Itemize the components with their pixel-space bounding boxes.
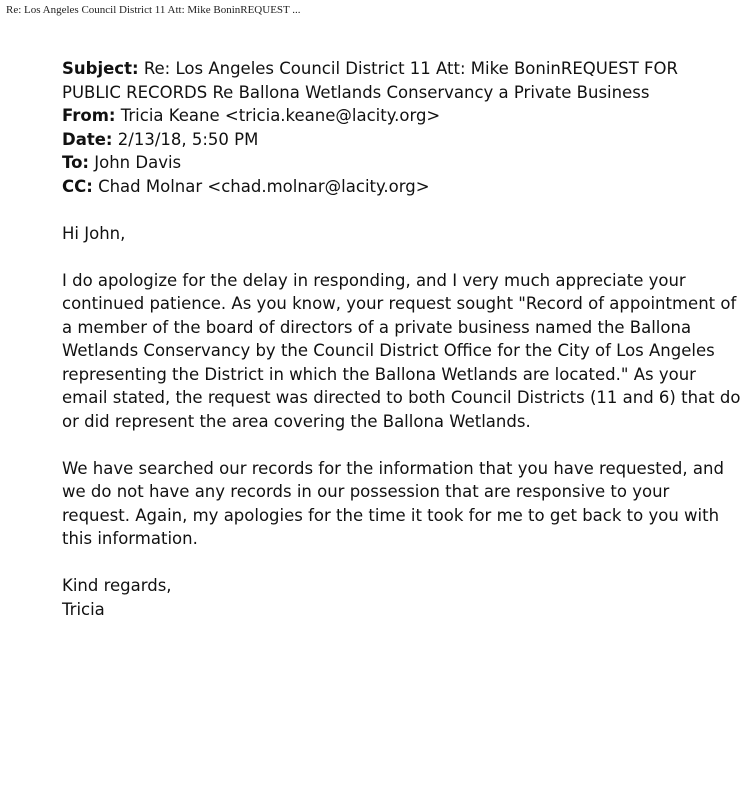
from-line (62, 104, 742, 128)
from-value: Tricia Keane <tricia.keane@lacity.org> (120, 106, 441, 125)
cc-line (62, 175, 742, 199)
subject-line (62, 57, 742, 104)
to-label: To: (62, 153, 89, 172)
date-value: 2/13/18, 5:50 PM (117, 129, 259, 149)
print-header-title: Re: Los Angeles Council District 11 Att: Mike BoninREQUEST ... (6, 4, 301, 16)
body-paragraph-1: I do apologize for the delay in responding, and I very much appreciate your continued patience. As you know, your request sought "Record of appointment of a member of the board of directors of a private business named the Ballona Wetlands Conservancy by the Council District Office for the City of Los Angeles representing the District in which the Ballona Wetlands are located." As your email stated, the request was directed to both Council Districts (11 and 6) that do or did represent the area covering the Ballona Wetlands. (62, 270, 741, 431)
subject-label: Subject: (62, 59, 139, 78)
date-label: Date: (62, 129, 113, 149)
date-line (62, 128, 742, 152)
signature: Tricia (62, 599, 105, 619)
subject-value: Re: Los Angeles Council District 11 Att: Mike BoninREQUEST FOR PUBLIC RECORDS Re Ballona Wetlands Conservancy a Private Business (62, 59, 678, 102)
greeting: Hi John, (62, 223, 126, 243)
closing: Kind regards, (62, 576, 172, 595)
email-message (62, 57, 742, 621)
from-label: From: (62, 106, 116, 125)
cc-label: CC: (62, 176, 93, 196)
cc-value: Chad Molnar <chad.molnar@lacity.org> (98, 176, 430, 196)
to-line (62, 151, 742, 175)
to-value: John Davis (94, 153, 182, 172)
body-paragraph-2: We have searched our records for the information that you have requested, and we do not have any records in our possession that are responsive to your request. Again, my apologies for the time it took for me to get back to you with this information. (62, 458, 724, 548)
